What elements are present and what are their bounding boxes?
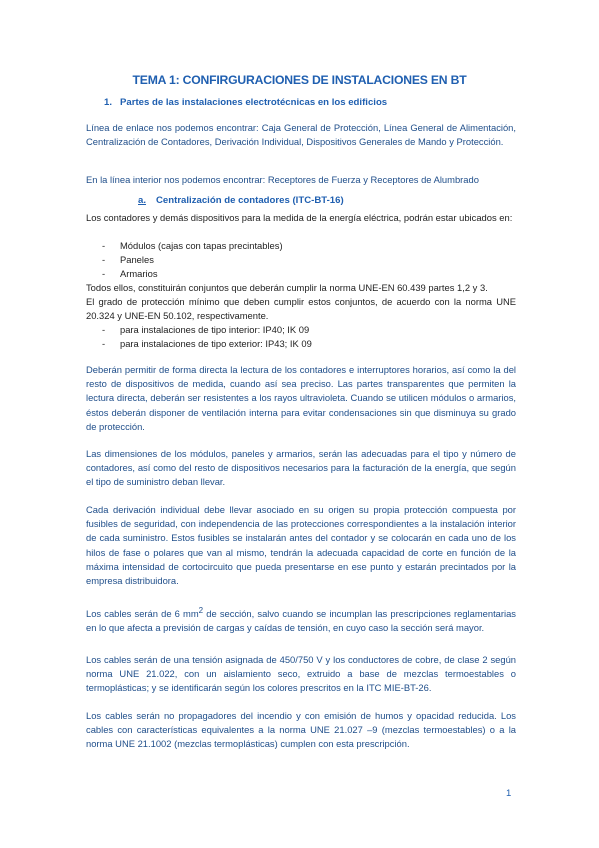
list-item: - para instalaciones de tipo exterior: IP43; IK 09 bbox=[102, 338, 312, 350]
paragraph-linea-interior: En la línea interior nos podemos encontrar: Receptores de Fuerza y Receptores de Alumbrado bbox=[86, 174, 479, 185]
section-number: 1. bbox=[104, 97, 113, 108]
list-item: - Paneles bbox=[102, 254, 154, 266]
superscript: 2 bbox=[198, 605, 204, 615]
list-item: - para instalaciones de tipo interior: IP40; IK 09 bbox=[102, 324, 310, 335]
subsection-heading-a bbox=[86, 195, 516, 206]
section-heading-1 bbox=[86, 97, 516, 108]
section-heading-text: Partes de las instalaciones electrotécnicas en los edificios bbox=[120, 97, 388, 108]
subsection-heading-text: Centralización de contadores (ITC-BT-16) bbox=[156, 195, 344, 206]
paragraph-contadores: Los contadores y demás dispositivos para la medida de la energía eléctrica, podrán estar ubicados en: bbox=[86, 212, 513, 223]
paragraph-dimensiones: Las dimensiones de los módulos, paneles y armarios, serán las adecuadas para el tipo y número de contadores, así como del resto de dispositivos necesarios para la facturación de la energía, que según el tipo de suministro deban llevar. bbox=[86, 448, 516, 488]
page-number: 1 bbox=[506, 788, 512, 799]
paragraph-norma-une: Todos ellos, constituirán conjuntos que deberán cumplir la norma UNE-EN 60.439 partes 1,2 y 3. bbox=[86, 282, 488, 293]
page-title: TEMA 1: CONFIRGURACIONES DE INSTALACIONES EN BT bbox=[132, 73, 467, 87]
paragraph-lectura-directa: Deberán permitir de forma directa la lectura de los contadores e interruptores horarios, así como la del resto de dispositivos de medida, cuando así sea preciso. Las partes transparentes que permiten la lectura directa, deberán ser resistentes a los rayos ultravioleta. Cuando se utilicen módulos o armarios, éstos deberán disponer de ventilación interna para evitar condensaciones sin que disminuya su grado de protección. bbox=[86, 364, 516, 432]
list-item: - Armarios bbox=[102, 268, 158, 280]
paragraph-derivacion-individual: Cada derivación individual debe llevar asociado en su origen su propia protección compuesta por fusibles de seguridad, con independencia de las protecciones correspondientes a la instalación interior de cada suministro. Estos fusibles se instalarán antes del contador y se colocarán en cada uno de los hilos de fase o polares que van al mismo, tendrán la adecuada capacidad de corte en función de la máxima intensidad de cortocircuito que pueda presentarse en ese punto y estarán precintados por la empresa distribuidora. bbox=[86, 504, 516, 587]
list-grados bbox=[86, 323, 516, 351]
paragraph-cables-seccion: Los cables serán de 6 $mm^2$ de sección, salvo cuando se incumplan las prescripciones reglamentarias en lo que afecta a previsión de cargas y caídas de tensión, en cuyo caso la sección será mayor. bbox=[86, 605, 516, 634]
subsection-letter: a. bbox=[138, 195, 147, 206]
list-ubicaciones bbox=[86, 239, 516, 282]
paragraph-linea-enlace: Línea de enlace nos podemos encontrar: Caja General de Protección, Línea General de Alimentación, Centralización de Contadores, Derivación Individual, Dispositivos Generales de Mando y Protección. bbox=[86, 122, 516, 148]
list-item: - Módulos (cajas con tapas precintables) bbox=[102, 240, 283, 251]
paragraph-cables-tension: Los cables serán de una tensión asignada de 450/750 V y los conductores de cobre, de clase 2 según norma UNE 21.022, con un aislamiento seco, extruido a base de mezclas termoestables o termoplásticas; y se identificarán según los colores prescritos en la ITC MIE-BT-26. bbox=[86, 654, 516, 694]
paragraph-grado-proteccion: El grado de protección mínimo que deben cumplir estos conjuntos, de acuerdo con la norma UNE 20.324 y UNE-EN 50.102, respectivamente. bbox=[86, 296, 516, 322]
paragraph-cables-incendio: Los cables serán no propagadores del incendio y con emisión de humos y opacidad reducida. Los cables con características equivalentes a la norma UNE 21.027 –9 (mezclas termoestables) o a la norma UNE 21.1002 (mezclas termoplásticas) cumplen con esta prescripción. bbox=[86, 710, 516, 750]
